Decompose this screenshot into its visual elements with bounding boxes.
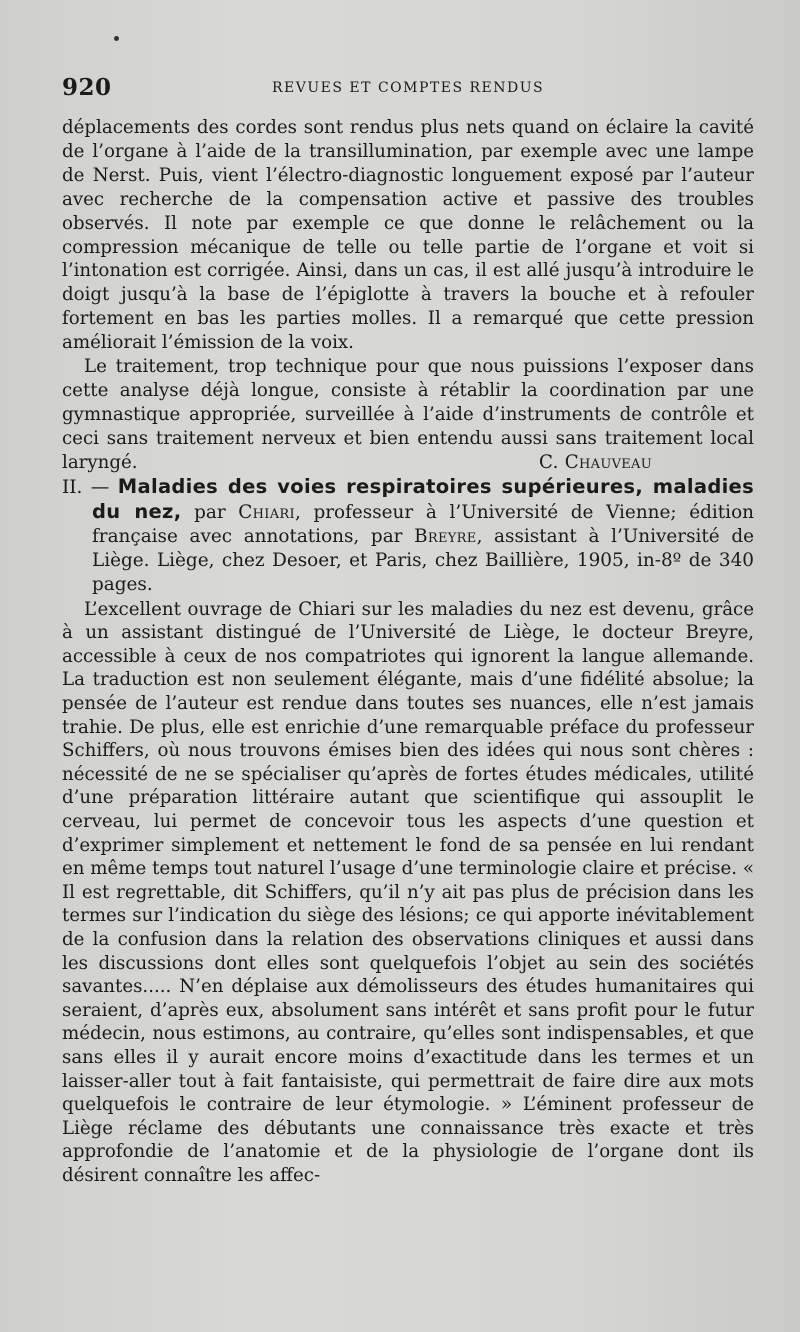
book-title: Maladies des voies respiratoires supérieures, maladies du nez,	[92, 474, 754, 523]
page-number: 920	[62, 74, 112, 101]
section-mid: , professeur à l’Université de Vienne; édition française avec annotations, par	[92, 501, 754, 548]
previous-review-paragraph-1: déplacements des cordes sont rendus plus nets quand on éclaire la cavité de l’organe à l’aide de la transillumination, par exemple avec une lampe de Nerst. Puis, vient l’électro-diagnostic longuement exposé par l’auteur avec recherche de la compensation active et passive des troubles observés. Il note par exemple ce que donne le relâchement ou la compression mécanique de telle ou telle partie de l’organe et voit si l’intonation est corrigée. Ainsi, dans un cas, il est allé jusqu’à introduire le doigt jusqu’à la base de l’épiglotte à travers la bouche et à refouler fortement en bas les parties molles. Il a remarqué que cette pression améliorait l’émission de la voix.	[62, 117, 754, 354]
section-number: II. —	[62, 476, 110, 498]
page-header	[62, 74, 740, 106]
book-translator: Breyre	[414, 526, 477, 548]
ink-speck	[114, 36, 119, 41]
section-publication: , assistant à l’Université de Liège. Liège, chez Desoer, et Paris, chez Baillière, 1905, in-8º de 340 pages.	[92, 526, 754, 596]
section-by: par	[181, 501, 239, 523]
section-heading	[62, 475, 754, 598]
running-title: REVUES ET COMPTES RENDUS	[272, 80, 545, 96]
review-signature: C. Chauveau	[539, 451, 652, 473]
page-body	[62, 116, 754, 1187]
review-paragraph: L’excellent ouvrage de Chiari sur les maladies du nez est devenu, grâce à un assistant distingué de l’Université de Liège, le docteur Breyre, accessible à ceux de nos compatriotes qui ignorent la langue allemande. La traduction est non seulement élégante, mais d’une fidélité absolue; la pensée de l’auteur est rendue dans toutes ses nuances, elle n’est jamais trahie. De plus, elle est enrichie d’une remarquable préface du professeur Schiffers, où nous trouvons émises bien des idées qui nous sont chères : nécessité de ne se spécialiser qu’après de fortes études médicales, utilité d’une préparation littéraire autant que scientifique qui assouplit le cerveau, lui permet de concevoir tous les aspects d’une question et d’exprimer simplement et nettement le fond de sa pensée en lui rendant en même temps tout naturel l’usage d’une terminologie claire et précise. « Il est regrettable, dit Schiffers, qu’il n’y ait pas plus de précision dans les termes sur l’indication du siège des lésions; ce qui apporte inévitablement de la confusion dans la relation des observations cliniques et aussi dans les discussions dont elles sont quelquefois l’objet au sein des sociétés savantes..... N’en déplaise aux démolisseurs des études humanitaires qui seraient, d’après eux, absolument sans intérêt et sans profit pour le futur médecin, nous estimons, au contraire, qu’elles sont indispensables, et que sans elles il y aurait encore moins d’exactitude dans les termes et un laisser-aller tout à fait fantaisiste, qui permettrait de faire dire aux mots quelquefois le contraire de leur étymologie. » L’éminent professeur de Liège réclame des débutants une connaissance très exacte et très approfondie de l’anatomie et de la physiologie de l’organe dont ils désirent connaître les affec-	[62, 598, 754, 1186]
book-author: Chiari	[238, 501, 295, 523]
previous-review-paragraph-2: Le traitement, trop technique pour que nous puissions l’exposer dans cette analyse déjà longue, consiste à rétablir la coordination par une gymnastique appropriée, surveillée à l’aide d’instruments de contrôle et ceci sans traitement nerveux et bien entendu aussi sans traitement local laryngé.	[62, 356, 754, 473]
